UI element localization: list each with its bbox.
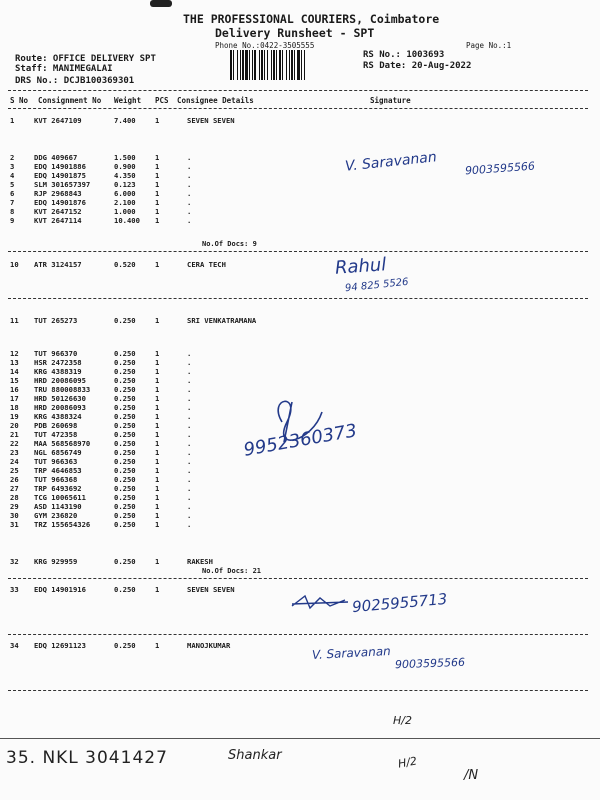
consignment-number: EDQ 14901886: [34, 162, 86, 171]
consignment-number: GYM 236820: [34, 511, 78, 520]
consignment-number: TUT 966370: [34, 349, 78, 358]
signature-phone: 9003595566: [464, 159, 536, 178]
consignee-name: .: [187, 484, 192, 493]
serial-number: 4: [10, 171, 15, 180]
consignee-name: .: [187, 475, 192, 484]
weight: 0.250: [114, 502, 136, 511]
serial-number: 15: [10, 376, 19, 385]
serial-number: 23: [10, 448, 19, 457]
serial-number: 26: [10, 475, 19, 484]
pieces: 1: [155, 316, 160, 325]
consignment-number: TUT 966368: [34, 475, 78, 484]
rs-number: RS No.: 1003693: [363, 50, 445, 60]
route-label: Route: OFFICE DELIVERY SPT: [15, 54, 156, 64]
consignee-name: .: [187, 171, 192, 180]
weight: 0.250: [114, 412, 136, 421]
pieces: 1: [155, 189, 160, 198]
weight: 1.500: [114, 153, 136, 162]
consignee-name: .: [187, 457, 192, 466]
doc-count: No.Of Docs: 9: [202, 240, 257, 248]
serial-number: 21: [10, 430, 19, 439]
staff-label: Staff: MANIMEGALAI: [15, 64, 113, 74]
serial-number: 24: [10, 457, 19, 466]
weight: 0.250: [114, 475, 136, 484]
consignee-name: .: [187, 502, 192, 511]
consignment-number: TRP 4646853: [34, 466, 82, 475]
consignment-number: RJP 2968843: [34, 189, 82, 198]
pieces: 1: [155, 394, 160, 403]
runsheet-subtitle: Delivery Runsheet - SPT: [215, 26, 375, 40]
weight: 0.250: [114, 376, 136, 385]
doc-count: No.Of Docs: 21: [202, 567, 262, 575]
pieces: 1: [155, 358, 160, 367]
weight: 0.250: [114, 367, 136, 376]
bottom-rule: [0, 738, 600, 739]
consignment-number: DDG 409667: [34, 153, 78, 162]
consignee-name: .: [187, 511, 192, 520]
consignee-name: .: [187, 376, 192, 385]
col-signature: Signature: [370, 96, 411, 105]
weight: 0.250: [114, 585, 136, 594]
ink-smudge: [150, 0, 172, 7]
weight: 6.000: [114, 189, 136, 198]
rs-date: RS Date: 20-Aug-2022: [363, 61, 472, 71]
signature-phone: 9952360373: [242, 420, 359, 461]
consignment-number: EDQ 14901876: [34, 198, 86, 207]
consignment-number: EDQ 14901916: [34, 585, 86, 594]
pieces: 1: [155, 171, 160, 180]
consignment-number: KRG 4388324: [34, 412, 82, 421]
weight: 0.250: [114, 520, 136, 529]
consignee-name: RAKESH: [187, 557, 213, 566]
pieces: 1: [155, 457, 160, 466]
consignee-name: .: [187, 430, 192, 439]
serial-number: 17: [10, 394, 19, 403]
weight: 0.250: [114, 557, 136, 566]
pieces: 1: [155, 180, 160, 189]
consignment-number: HRD 20086093: [34, 403, 86, 412]
consignment-number: SLM 301657397: [34, 180, 91, 189]
signature-rahul: Rahul: [334, 254, 388, 279]
weight: 4.350: [114, 171, 136, 180]
serial-number: 33: [10, 585, 19, 594]
consignee-name: .: [187, 207, 192, 216]
drs-number: DRS No.: DCJB100369301: [15, 76, 135, 86]
page-number: Page No.:1: [466, 41, 512, 50]
consignment-number: TCG 10065611: [34, 493, 86, 502]
pieces: 1: [155, 207, 160, 216]
consignee-name: .: [187, 180, 192, 189]
handwritten-extra-name: Shankar: [228, 748, 282, 763]
signature-saravanan: V. Saravanan: [311, 643, 392, 663]
serial-number: 6: [10, 189, 15, 198]
consignment-number: KRG 4388319: [34, 367, 82, 376]
consignment-number: EDQ 12691123: [34, 641, 86, 650]
signature-phone: 9003595566: [394, 655, 466, 672]
weight: 0.250: [114, 511, 136, 520]
pieces: 1: [155, 260, 160, 269]
weight: 7.400: [114, 116, 136, 125]
consignment-number: KVT 2647114: [34, 216, 82, 225]
serial-number: 27: [10, 484, 19, 493]
consignment-number: PDB 260698: [34, 421, 78, 430]
divider: [8, 251, 588, 252]
pieces: 1: [155, 376, 160, 385]
consignment-number: ATR 3124157: [34, 260, 82, 269]
signature-phone: 94 825 5526: [344, 276, 410, 295]
serial-number: 16: [10, 385, 19, 394]
pieces: 1: [155, 367, 160, 376]
consignment-number: KVT 2647109: [34, 116, 82, 125]
weight: 10.400: [114, 216, 140, 225]
serial-number: 7: [10, 198, 15, 207]
col-pcs: PCS: [155, 96, 169, 105]
signature-phone: 9025955713: [351, 589, 449, 617]
serial-number: 34: [10, 641, 19, 650]
divider: [8, 634, 588, 635]
weight: 0.250: [114, 358, 136, 367]
consignee-name: .: [187, 439, 192, 448]
weight: 0.250: [114, 385, 136, 394]
consignment-number: TUT 472358: [34, 430, 78, 439]
consignment-number: EDQ 14901875: [34, 171, 86, 180]
consignee-name: .: [187, 403, 192, 412]
handwritten-mark: H/2: [397, 754, 418, 771]
consignee-name: SEVEN SEVEN: [187, 116, 235, 125]
serial-number: 8: [10, 207, 15, 216]
pieces: 1: [155, 412, 160, 421]
col-consignee: Consignee Details: [177, 96, 254, 105]
weight: 0.250: [114, 430, 136, 439]
consignee-name: SRI VENKATRAMANA: [187, 316, 257, 325]
serial-number: 22: [10, 439, 19, 448]
serial-number: 11: [10, 316, 19, 325]
weight: 0.250: [114, 448, 136, 457]
serial-number: 32: [10, 557, 19, 566]
weight: 0.250: [114, 316, 136, 325]
weight: 0.123: [114, 180, 136, 189]
col-consignment: Consignment No: [38, 96, 102, 105]
pieces: 1: [155, 448, 160, 457]
pieces: 1: [155, 484, 160, 493]
pieces: 1: [155, 403, 160, 412]
weight: 0.250: [114, 349, 136, 358]
barcode-bar: [305, 50, 306, 80]
pieces: 1: [155, 430, 160, 439]
pieces: 1: [155, 511, 160, 520]
weight: 0.250: [114, 394, 136, 403]
consignment-number: NGL 6856749: [34, 448, 82, 457]
consignee-name: .: [187, 421, 192, 430]
serial-number: 18: [10, 403, 19, 412]
pieces: 1: [155, 421, 160, 430]
serial-number: 1: [10, 116, 15, 125]
weight: 0.250: [114, 457, 136, 466]
divider: [8, 108, 588, 109]
weight: 0.250: [114, 421, 136, 430]
strikeout-scribble: [290, 592, 350, 614]
consignee-name: .: [187, 216, 192, 225]
company-title: THE PROFESSIONAL COURIERS, Coimbatore: [183, 12, 440, 26]
consignee-name: .: [187, 153, 192, 162]
consignment-number: TUT 265273: [34, 316, 78, 325]
consignee-name: SEVEN SEVEN: [187, 585, 235, 594]
pieces: 1: [155, 385, 160, 394]
pieces: 1: [155, 585, 160, 594]
divider: [8, 90, 588, 91]
consignee-name: .: [187, 367, 192, 376]
consignee-name: .: [187, 412, 192, 421]
pieces: 1: [155, 198, 160, 207]
serial-number: 10: [10, 260, 19, 269]
consignee-name: .: [187, 349, 192, 358]
pieces: 1: [155, 520, 160, 529]
pieces: 1: [155, 557, 160, 566]
serial-number: 2: [10, 153, 15, 162]
consignment-number: KVT 2647152: [34, 207, 82, 216]
divider: [8, 578, 588, 579]
consignee-name: MANOJKUMAR: [187, 641, 231, 650]
consignment-number: MAA 568568970: [34, 439, 91, 448]
barcode: [230, 50, 350, 80]
consignment-number: TRP 6493692: [34, 484, 82, 493]
consignee-name: CERA TECH: [187, 260, 226, 269]
consignment-number: HRD 20086095: [34, 376, 86, 385]
serial-number: 5: [10, 180, 15, 189]
pieces: 1: [155, 153, 160, 162]
pieces: 1: [155, 162, 160, 171]
divider: [8, 690, 588, 691]
serial-number: 19: [10, 412, 19, 421]
signature-saravanan: V. Saravanan: [344, 149, 438, 175]
phone-number: Phone No.:0422-3505555: [215, 41, 315, 50]
pieces: 1: [155, 502, 160, 511]
consignee-name: .: [187, 493, 192, 502]
weight: 0.250: [114, 403, 136, 412]
col-sno: S No: [10, 96, 29, 105]
weight: 1.000: [114, 207, 136, 216]
consignment-number: TUT 966363: [34, 457, 78, 466]
col-weight: Weight: [114, 96, 142, 105]
weight: 0.250: [114, 641, 136, 650]
serial-number: 30: [10, 511, 19, 520]
consignment-number: TRU 880008833: [34, 385, 91, 394]
consignment-number: HSR 2472358: [34, 358, 82, 367]
weight: 0.250: [114, 493, 136, 502]
serial-number: 20: [10, 421, 19, 430]
consignee-name: .: [187, 466, 192, 475]
serial-number: 14: [10, 367, 19, 376]
pieces: 1: [155, 116, 160, 125]
consignee-name: .: [187, 448, 192, 457]
consignee-name: .: [187, 394, 192, 403]
pieces: 1: [155, 641, 160, 650]
serial-number: 28: [10, 493, 19, 502]
pieces: 1: [155, 439, 160, 448]
consignment-number: ASD 1143190: [34, 502, 82, 511]
pieces: 1: [155, 466, 160, 475]
handwritten-mark: /N: [464, 768, 479, 783]
handwritten-mark: H/2: [393, 714, 412, 727]
consignee-name: .: [187, 189, 192, 198]
weight: 0.250: [114, 466, 136, 475]
consignment-number: TRZ 155654326: [34, 520, 91, 529]
consignee-name: .: [187, 358, 192, 367]
serial-number: 9: [10, 216, 15, 225]
pieces: 1: [155, 493, 160, 502]
serial-number: 13: [10, 358, 19, 367]
consignment-number: KRG 929959: [34, 557, 78, 566]
weight: 0.520: [114, 260, 136, 269]
consignee-name: .: [187, 198, 192, 207]
divider: [8, 298, 588, 299]
weight: 2.100: [114, 198, 136, 207]
weight: 0.900: [114, 162, 136, 171]
consignee-name: .: [187, 162, 192, 171]
weight: 0.250: [114, 484, 136, 493]
serial-number: 3: [10, 162, 15, 171]
weight: 0.250: [114, 439, 136, 448]
consignee-name: .: [187, 520, 192, 529]
serial-number: 29: [10, 502, 19, 511]
handwritten-extra-entry: 35. NKL 3041427: [6, 748, 168, 768]
serial-number: 25: [10, 466, 19, 475]
serial-number: 31: [10, 520, 19, 529]
pieces: 1: [155, 216, 160, 225]
pieces: 1: [155, 475, 160, 484]
serial-number: 12: [10, 349, 19, 358]
consignee-name: .: [187, 385, 192, 394]
pieces: 1: [155, 349, 160, 358]
consignment-number: HRD 50126630: [34, 394, 86, 403]
